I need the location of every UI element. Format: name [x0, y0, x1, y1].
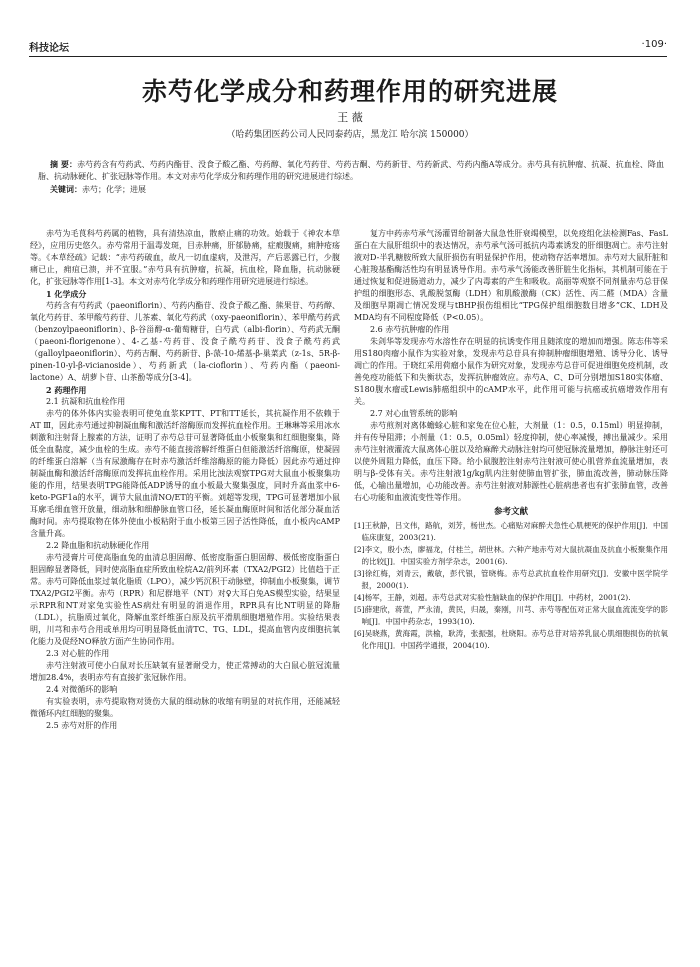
header-rule — [29, 56, 667, 57]
keywords-label: 关键词： — [50, 184, 82, 194]
reference-item: [3]徐红梅，刘青云，戴敏，彭代银，管晓梅。赤芍总武抗血栓作用研究[J]．安徽中医学院学报，2000(1). — [354, 569, 668, 590]
paragraph: 复方中药赤芍承气汤灌胃给制备大鼠急性肝衰竭模型，以免疫组化法检测Fas、FasL蛋白在大鼠肝组织中的表达情况，赤芍承气汤可抵抗内毒素诱发的肝细胞凋亡。赤芍注射液对D-半乳糖胺所致大鼠肝损伤有明显保护作用，使动物存活率增加。赤芍对大鼠肝脏和心脏羧基酯酶活性均有明显诱导作用。赤芍承气汤能改善肝脏生化指标，其机制可能在于通过恢复和促进肠道动力，减少了内毒素的产生和吸收。高丽等观察不同剂量赤芍总苷保护组的细胞形态、乳酸脱氢酶（LDH）和肌酸激酶（CK）活性、丙二醛（MDA）含量及细胞早期凋亡情况发现与tBHP损伤组相比“TPG保护组细胞数目增多”CK、LDH及MDA均有不同程度降低（P<0.05）。 — [354, 229, 668, 322]
paragraph: 赤芍浸膏片可使高脂血兔的血清总胆固醇、低密度脂蛋白胆固醇、极低密度脂蛋白胆固醇显著降低，同时使高脂血症所致血栓烷A2/前列环素（TXA2/PGI2）比值趋于正常。赤芍可降低血浆过氧化脂质（LPO），减少钙沉积于动脉壁，抑制血小板聚集，调节TXA2/PGI2平衡。赤芍（RPR）和尼群地平（NT）对♀大耳白兔AS模型实验，结果显示RPR和NT对家兔实验性AS病灶有明显的消退作用，RPR具有比NT明显的降脂（LDL），抗脂质过氧化，降解血浆纤维蛋白原及抗平滑肌细胞增殖作用。实验结果表明，川芎和赤芍合用或单用均可明显降低血清TC、TG、LDL，提高血管内皮细胞抗氧化能力及促经NO释放方面产生协同作用。 — [30, 553, 340, 646]
reference-item: [5]薛建欣，蒋萱，严永清，黄民，归晟，秦刚，川芎、赤芍等配伍对正常大鼠血流流变学的影响[J]．中国中药杂志，1993(10). — [354, 605, 668, 626]
reference-item: [1]王秋静，吕文伟，路航，刘芳，杨世杰。心痛贴对麻醉犬急性心肌梗死的保护作用[J]．中国临床康复，2003(21). — [354, 521, 668, 542]
paragraph: 赤芍为毛茛科芍药属的植物，具有清热凉血，散瘀止痛的功效。始载于《神农本草经》，应用历史悠久。赤芍常用于温毒发斑，目赤肿痛，肝郁胁痛，症瘕腹痛，痈肿疮疡等。《本草经疏》记载：“赤芍药破血，故凡一切血虚病，及泄泻，产后恶露已行，少腹痛已止，痈疽已溃，并不宜服。”赤芍具有抗肿瘤，抗凝，抗血栓，降血脂，抗动脉硬化，扩张冠脉等作用[1-3]。本文对赤芍化学成分和药理作用研究进展进行综述。 — [30, 229, 340, 286]
abstract-label: 摘 要： — [50, 159, 78, 169]
author: 王 薇 — [337, 111, 363, 124]
subsection-heading: 2.2 降血脂和抗动脉硬化作用 — [46, 541, 150, 550]
keywords-text: 赤芍；化学；进展 — [82, 185, 146, 194]
paragraph: 芍药含有芍药武（paeoniflorin）、芍药内酯苷、没食子酸乙酯、熊果苷、芍药醇、氧化芍药苷、苯甲酸芍药苷、儿茶素、氧化芍药武（oxy-paeoniflorin）、苯甲酰芍药武（benzoylpaeoniflorin）、β-谷甾醇-α-葡萄糖苷，白芍武（albi-florin）、芍药武无酮（paeoni-florigenone）、4-乙基-芍药苷、没食子酰芍药苷、没食子酰芍药武（galloylpaeoniflorin）、芍药吉酮、芍药新苷、β-蒎-10-烯基-β-巢菜武（z-1s、5R-β-pinen-10-yl-β-vicianoside）、芍药新武（la-cioflorin）、芍药内酯（paeoni-lactone）A、胡萝卜苷、山茶酚等成分[3-4]。 — [30, 301, 340, 382]
reference-item: [6]吴晓燕，黄海霞，洪榆，耿涛，张振强，杜晓阳。赤芍总苷对培养乳鼠心肌细胞损伤的抗氧化作用[J]．中国药学通报，2004(10). — [354, 629, 668, 650]
reference-item: [2]李文，殷小杰，廖福龙，付桂兰，胡世林。六种产地赤芍对大鼠抗凝血及抗血小板聚集作用的比较[J]．中国实验方剂学杂志，2001(6). — [354, 545, 668, 566]
subsection-heading: 2.5 赤芍对肝的作用 — [46, 721, 118, 730]
section-heading: 2 药理作用 — [46, 385, 87, 395]
paragraph: 有实验表明，赤芍提取物对烫伤大鼠的细动脉的收缩有明显的对抗作用，还能减轻微循环内红细胞的聚集。 — [30, 697, 340, 718]
page-number: ·109· — [641, 39, 667, 50]
abstract — [38, 158, 664, 183]
paragraph: 朱剑华等发现赤芍水溶性存在明显的抗诱变作用且随浓度的增加而增强。陈志伟等采用S180肉瘤小鼠作为实验对象，发现赤芍总苷具有抑制肿瘤细胞增殖、诱导分化、诱导凋亡的作用。于晓红采用荷瘤小鼠作为研究对象，发现赤芍总苷可促进细胞免疫机制，改善免疫功能低下和失衡状态，发挥抗肿瘤效应。赤芍A、C、D可分别增加S180实体瘤、S180腹水瘤或Lewis肺癌组织中的cAMP水平，此作用可能与抗癌或抗癌增效作用有关。 — [354, 337, 668, 406]
reference-item: [4]杨军，王静，刘超。赤芍总武对实验性脑缺血的保护作用[J]．中药材，2001(2). — [354, 593, 631, 602]
paragraph: 赤芍注射液可使小白鼠对长压缺氧有显著耐受力，使正常搏动的大白鼠心脏冠流量增加28.4%，表明赤芍有直接扩张冠脉作用。 — [30, 661, 340, 682]
journal-section: 科技论坛 — [29, 43, 69, 54]
subsection-heading: 2.1 抗凝和抗血栓作用 — [46, 397, 126, 406]
affiliation: （哈药集团医药公司人民同泰药店，黑龙江 哈尔滨 150000） — [226, 130, 474, 140]
article-title: 赤芍化学成分和药理作用的研究进展 — [141, 77, 558, 106]
abstract-text: 赤芍药含有芍药武、芍药内酯苷、没食子酸乙酯、芍药醇、氧化芍药苷、芍药吉酮、芍药新苷、芍药新武、芍药内酯A等成分。赤芍具有抗肿瘤、抗凝、抗血栓、降血脂、抗动脉硬化、扩张冠脉等作用。本文对赤芍化学成分和药理作用的研究进展进行综述。 — [38, 160, 664, 181]
paragraph: 赤芍的体外体内实验表明可使兔血浆KPTT、PT和TT延长，其抗凝作用不依赖于AT Ⅲ，因此赤芍通过抑制凝血酶和激活纤溶酶原而发挥抗血栓作用。王琳琳等采用冰水刺激和注射肾上腺素的方法，证明了赤芍总苷可显著降低血小板聚集和红细胞聚集，降低全血黏度，减少血栓的生成。赤芍不能直接溶解纤维蛋白但能激活纤溶酶原，使凝固的纤维蛋白溶解（当有尿激酶存在时赤芍激活纤维溶酶原的能力降低）因此赤芍通过抑制凝血酶和激活纤溶酶原而发挥抗血栓作用。采用比浊法观察TPG对大鼠血小板聚集功能的作用，结果表明TPG能降低ADP诱导的血小板最大聚集强度，同时升高血浆中6-keto-PGF1a的水平，调节大鼠血清NO/ET的平衡。刘超等发现，TPG可显著增加小鼠耳廓毛细血管开放量，细动脉和细静脉血管口径，延长凝血酶原时间和活化部分凝血活酶时间。赤芍提取物在体外使血小板粘附于血小板第三因子活性降低，血小板内cAMP含量升高。 — [30, 409, 340, 538]
left-column — [30, 228, 340, 732]
references-heading: 参考文献 — [493, 507, 528, 517]
keywords — [38, 183, 664, 196]
subsection-heading: 2.3 对心脏的作用 — [46, 649, 110, 658]
right-column — [354, 228, 668, 652]
section-heading: 1 化学成分 — [46, 289, 87, 299]
paragraph: 赤芍煎剂对离体蟾蜍心脏和家兔在位心脏，大剂量（1：0.5，0.15ml）明显抑制，并有传导阻滞；小剂量（1：0.5，0.05ml）轻度抑制，使心率减慢，搏出量减少。采用赤芍注射液灌流大鼠离体心脏以及给麻醉犬动脉注射均可使冠脉流量增加，静脉注射还可以使外周阻力降低，血压下降。给小鼠腹腔注射赤芍注射液可使心肌营养血流量增加，表明与β-受体有关。赤芍注射液1g/kg肌内注射使肺血管扩张，肺血流改善，肺动脉压降低，心输出量增加，心功能改善。赤芍注射液对肺源性心脏病患者也有扩张肺血管，改善右心功能和血液流变性等作用。 — [354, 421, 668, 502]
subsection-heading: 2.4 对微循环的影响 — [46, 685, 118, 694]
subsection-heading: 2.6 赤芍抗肿瘤的作用 — [370, 325, 450, 334]
subsection-heading: 2.7 对心血管系统的影响 — [370, 409, 458, 418]
running-header — [29, 39, 667, 55]
